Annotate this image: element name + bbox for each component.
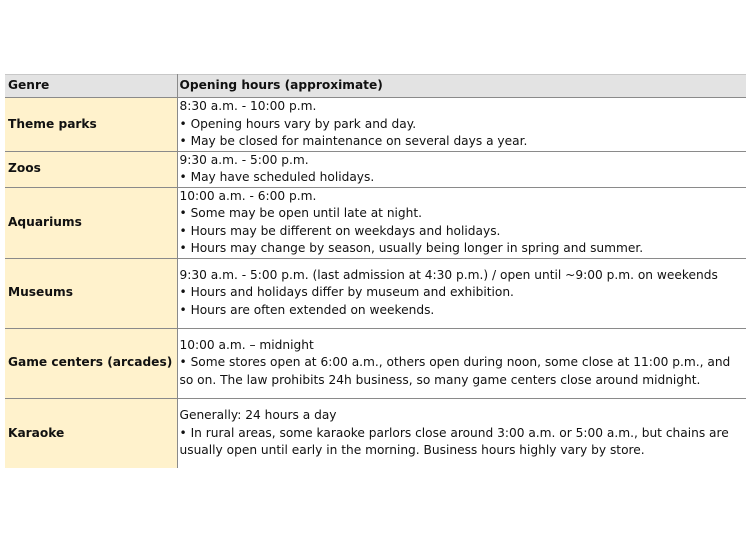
- hours-cell: [177, 398, 746, 468]
- table-row: [5, 151, 746, 187]
- hours-note: • In rural areas, some karaoke parlors close around 3:00 a.m. or 5:00 a.m., but chains are usually open until early in the morning. Business hours highly vary by store.: [179, 425, 729, 457]
- hours-cell: [177, 187, 746, 258]
- hours-text: 9:30 a.m. - 5:00 p.m. (last admission at 4:30 p.m.) / open until ~9:00 p.m. on weekends: [179, 267, 718, 282]
- hours-text: 9:30 a.m. - 5:00 p.m.: [179, 152, 309, 167]
- hours-note: • Hours may be different on weekdays and holidays.: [179, 223, 501, 238]
- table-row: [5, 187, 746, 258]
- table-row: [5, 98, 746, 152]
- hours-note: • Hours are often extended on weekends.: [179, 302, 435, 317]
- genre-column-header: Genre: [5, 75, 177, 98]
- genre-cell: Zoos: [5, 151, 177, 187]
- table-row: [5, 258, 746, 328]
- hours-note: • Some stores open at 6:00 a.m., others open during noon, some close at 11:00 p.m., and so on. The law prohibits 24h business, so many game centers close around midnight.: [179, 355, 731, 387]
- hours-text: 10:00 a.m. – midnight: [179, 337, 314, 352]
- hours-column-header: Opening hours (approximate): [177, 75, 746, 98]
- hours-cell: [177, 98, 746, 152]
- genre-cell: Aquariums: [5, 187, 177, 258]
- hours-note: • Opening hours vary by park and day.: [179, 116, 417, 131]
- hours-text: 10:00 a.m. - 6:00 p.m.: [179, 188, 317, 203]
- hours-note: • May have scheduled holidays.: [179, 170, 375, 184]
- hours-cell: [177, 258, 746, 328]
- hours-text: Generally: 24 hours a day: [179, 408, 337, 422]
- hours-text: 8:30 a.m. - 10:00 p.m.: [179, 99, 317, 113]
- table-row: [5, 398, 746, 468]
- hours-note: • May be closed for maintenance on several days a year.: [179, 134, 528, 148]
- genre-cell: Museums: [5, 258, 177, 328]
- table-header-row: [5, 75, 746, 98]
- table-row: [5, 328, 746, 398]
- hours-note: • Hours and holidays differ by museum and exhibition.: [179, 285, 514, 300]
- opening-hours-table: [5, 74, 746, 468]
- hours-cell: [177, 328, 746, 398]
- hours-note: • Hours may change by season, usually being longer in spring and summer.: [179, 241, 644, 255]
- hours-note: • Some may be open until late at night.: [179, 206, 423, 220]
- hours-cell: [177, 151, 746, 187]
- genre-cell: Game centers (arcades): [5, 328, 177, 398]
- genre-cell: Theme parks: [5, 98, 177, 152]
- genre-cell: Karaoke: [5, 398, 177, 468]
